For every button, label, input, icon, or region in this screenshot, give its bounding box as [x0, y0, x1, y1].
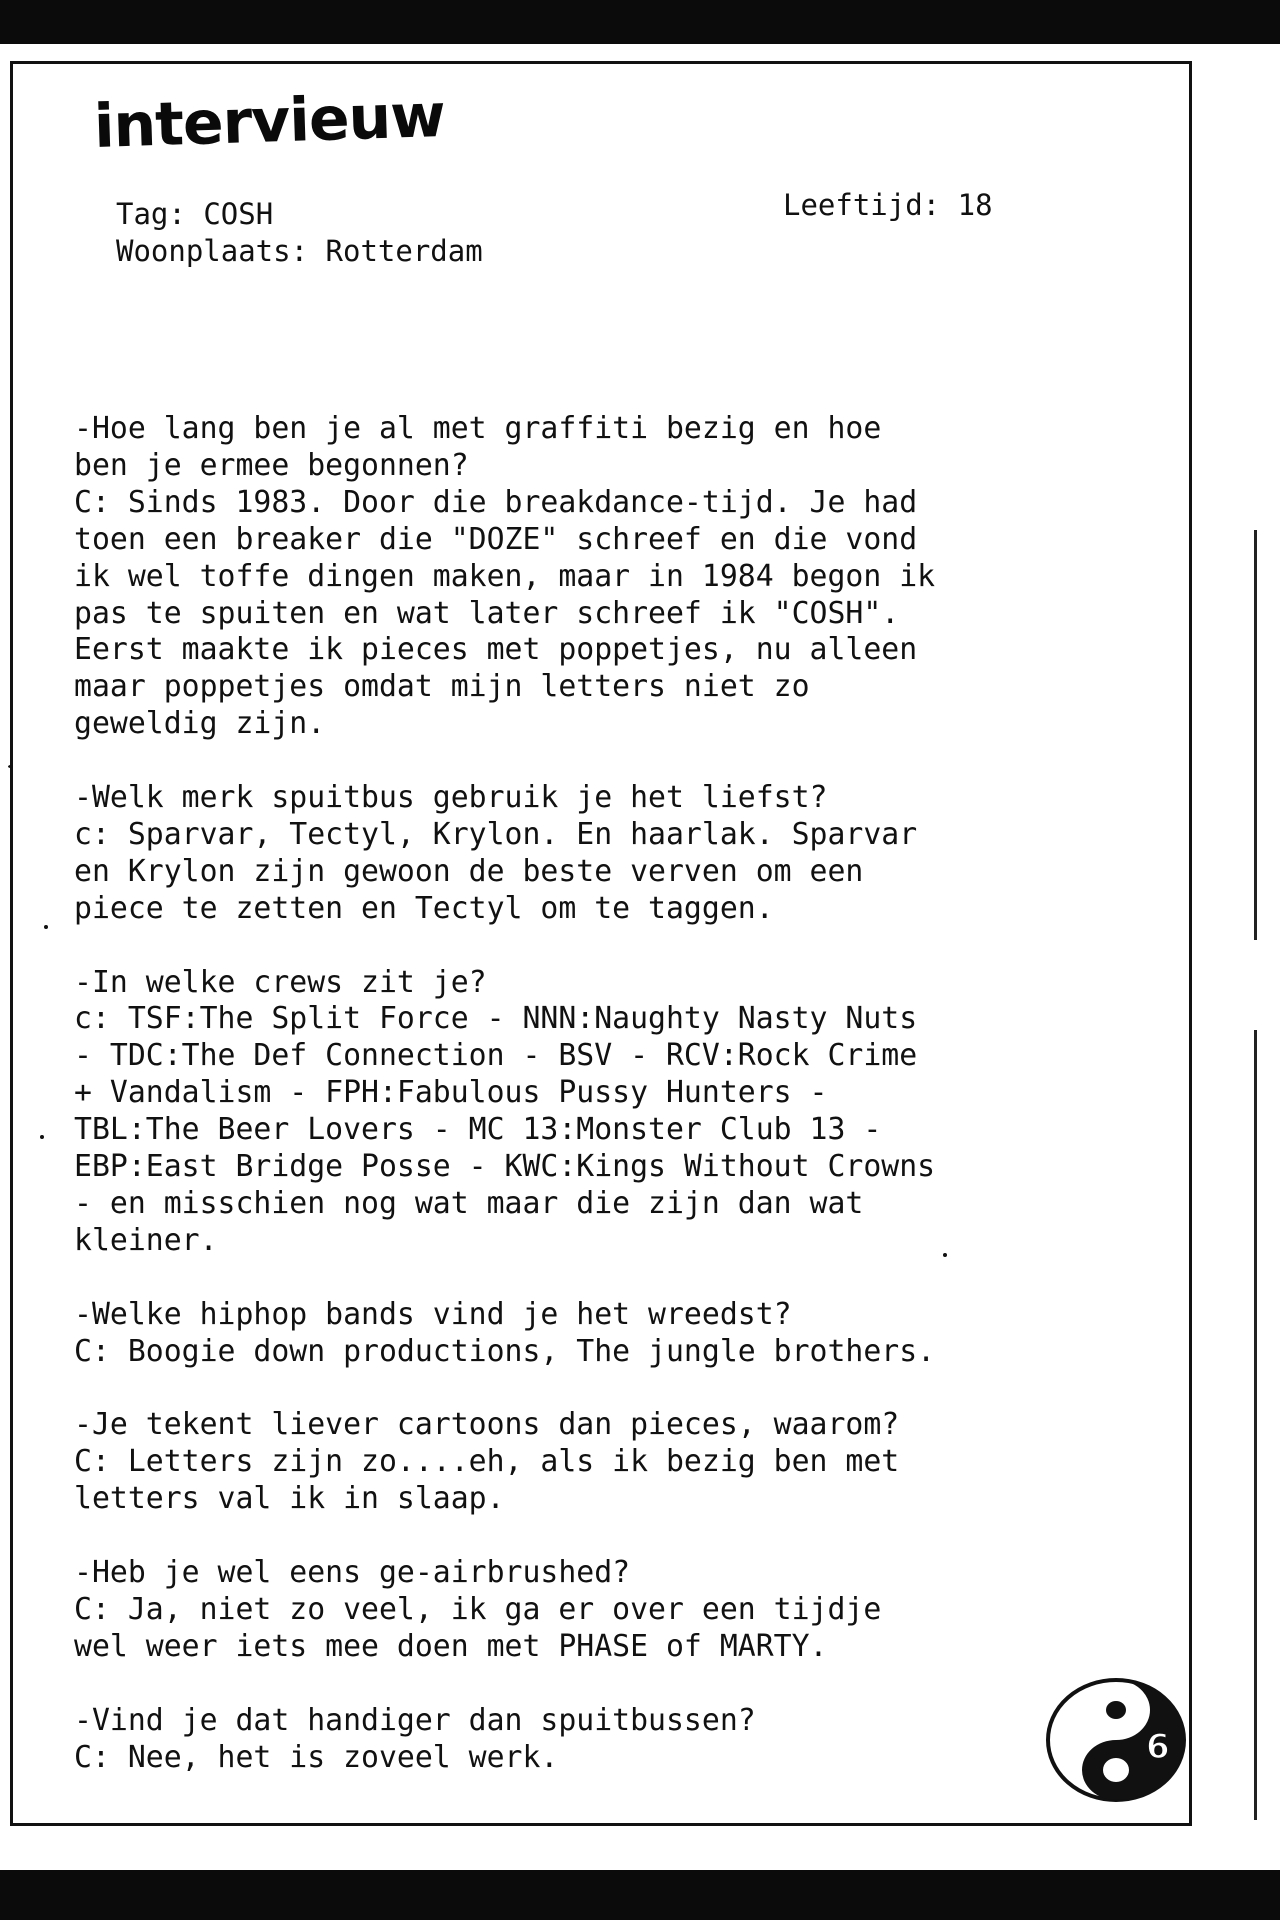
scan-speck — [40, 1135, 44, 1139]
qa-block — [74, 1407, 1174, 1518]
answer-line: C: Sinds 1983. Door die breakdance-tijd. Je had — [74, 484, 918, 520]
answer-line: letters val ik in slaap. — [74, 1481, 505, 1517]
interview-body — [74, 411, 1174, 1813]
page-edge-line — [1254, 1030, 1257, 1820]
question-line: -Vind je dat handiger dan spuitbussen? — [74, 1702, 756, 1738]
answer-line: piece te zetten en Tectyl om te taggen. — [74, 890, 774, 926]
age-line — [783, 187, 993, 223]
page-title: intervieuw — [92, 80, 446, 162]
answer-line: toen een breaker die "DOZE" schreef en die vond — [74, 521, 918, 557]
answer-line: C: Letters zijn zo....eh, als ik bezig ben met — [74, 1444, 900, 1480]
page-edge-line — [1254, 530, 1257, 940]
answer-line: en Krylon zijn gewoon de beste verven om een — [74, 853, 864, 889]
age-label: Leeftijd: — [783, 188, 941, 222]
age-value: 18 — [957, 188, 993, 222]
yin-yang-page-number-icon — [1038, 1676, 1188, 1806]
answer-line: c: TSF:The Split Force - NNN:Naughty Nasty Nuts — [74, 1001, 918, 1037]
answer-line: maar poppetjes omdat mijn letters niet zo — [74, 669, 810, 705]
answer-line: + Vandalism - FPH:Fabulous Pussy Hunters - — [74, 1075, 828, 1111]
qa-block — [74, 780, 1174, 928]
tag-line — [116, 196, 273, 232]
tag-value: COSH — [203, 197, 274, 231]
city-value: Rotterdam — [325, 234, 483, 268]
answer-line: EBP:East Bridge Posse - KWC:Kings Without Crowns — [74, 1149, 936, 1185]
answer-line: TBL:The Beer Lovers - MC 13:Monster Club 13 - — [74, 1112, 882, 1148]
answer-line: pas te spuiten en wat later schreef ik "COSH". — [74, 595, 900, 631]
answer-line: Eerst maakte ik pieces met poppetjes, nu alleen — [74, 632, 918, 668]
question-line: -Heb je wel eens ge-airbrushed? — [74, 1555, 631, 1591]
question-line: -Hoe lang ben je al met graffiti bezig en hoe — [74, 411, 882, 446]
answer-line: C: Boogie down productions, The jungle brothers. — [74, 1333, 936, 1369]
city-label: Woonplaats: — [116, 234, 309, 268]
qa-block — [74, 1703, 1174, 1777]
answer-line: C: Nee, het is zoveel werk. — [74, 1739, 559, 1775]
question-line: -In welke crews zit je? — [74, 964, 487, 1000]
scan-speck — [8, 765, 13, 768]
answer-line: wel weer iets mee doen met PHASE of MARTY. — [74, 1628, 828, 1664]
answer-line: - TDC:The Def Connection - BSV - RCV:Rock Crime — [74, 1038, 918, 1074]
qa-block — [74, 1297, 1174, 1371]
question-line: -Welke hiphop bands vind je het wreedst? — [74, 1296, 792, 1332]
answer-line: geweldig zijn. — [74, 706, 326, 742]
tag-label: Tag: — [116, 197, 186, 231]
qa-block — [74, 965, 1174, 1260]
city-line — [116, 233, 483, 269]
scan-speck — [943, 1253, 947, 1257]
scan-speck — [44, 925, 48, 929]
answer-line: C: Ja, niet zo veel, ik ga er over een tijdje — [74, 1591, 882, 1627]
answer-line: ik wel toffe dingen maken, maar in 1984 begon ik — [74, 558, 936, 594]
qa-block — [74, 411, 1174, 743]
answer-line: c: Sparvar, Tectyl, Krylon. En haarlak. Sparvar — [74, 816, 918, 852]
page-number: 6 — [1146, 1727, 1170, 1767]
qa-block — [74, 1555, 1174, 1666]
question-line: -Je tekent liever cartoons dan pieces, waarom? — [74, 1407, 900, 1443]
answer-line: kleiner. — [74, 1222, 218, 1258]
answer-line: - en misschien nog wat maar die zijn dan wat — [74, 1186, 864, 1221]
question-line: ben je ermee begonnen? — [74, 447, 469, 483]
question-line: -Welk merk spuitbus gebruik je het liefst? — [74, 780, 828, 816]
